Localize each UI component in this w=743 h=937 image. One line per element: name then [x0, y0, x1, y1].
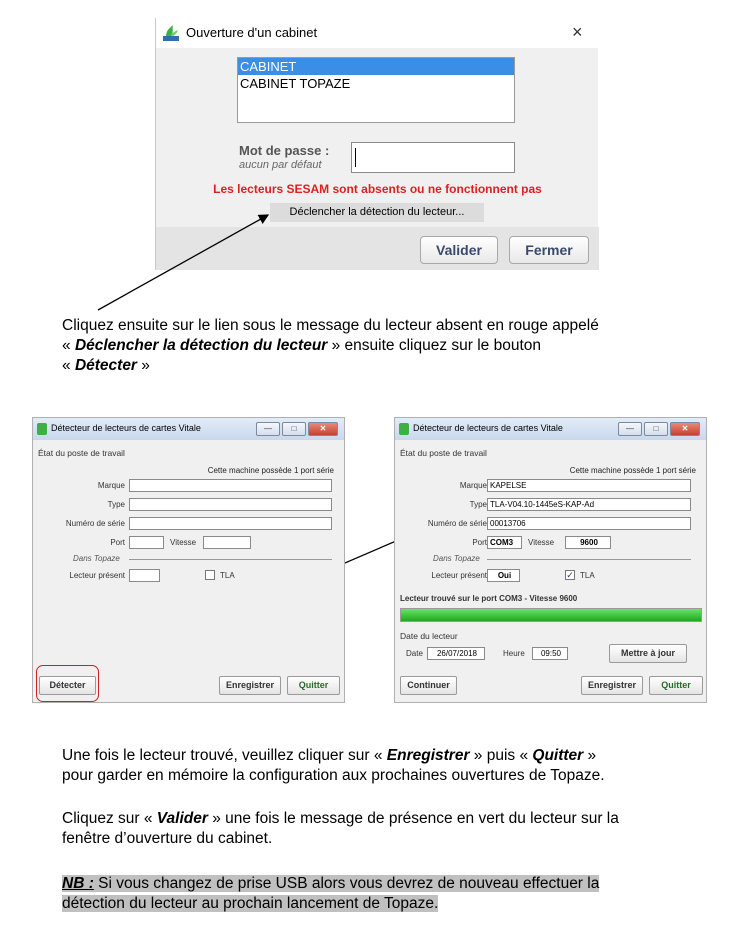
text-line: fenêtre d’ouverture du cabinet. [62, 830, 273, 847]
reader-found-message: Lecteur trouvé sur le port COM3 - Vitesse 9600 [400, 594, 578, 603]
brand-label: Marque [459, 481, 487, 490]
text-line: Une fois le lecteur trouvé, veuillez cliquer sur « Enregistrer » puis « Quitter » [62, 747, 597, 764]
serial-port-note: Cette machine possède 1 port série [569, 466, 696, 475]
close-icon[interactable]: ✕ [308, 422, 338, 436]
divider [487, 559, 691, 560]
window-title: Détecteur de lecteurs de cartes Vitale [51, 423, 201, 433]
window-titlebar [395, 418, 706, 440]
quit-button[interactable]: Quitter [287, 676, 340, 695]
serial-label: Numéro de série [427, 519, 487, 528]
progress-fill [401, 609, 701, 621]
update-button[interactable]: Mettre à jour [609, 644, 687, 663]
maximize-icon[interactable]: □ [282, 422, 306, 436]
in-topaze-label: Dans Topaze [433, 554, 480, 563]
nb-paragraph [62, 874, 599, 914]
type-label: Type [107, 500, 125, 509]
port-field[interactable] [129, 536, 164, 549]
text-line: pour garder en mémoire la configuration aux prochaines ouvertures de Topaze. [62, 767, 605, 784]
window-titlebar [33, 418, 344, 440]
maximize-icon[interactable]: □ [644, 422, 668, 436]
serial-field[interactable]: 00013706 [487, 517, 691, 530]
speed-label: Vitesse [528, 538, 555, 547]
quit-button[interactable]: Quitter [649, 676, 703, 695]
reader-present-label: Lecteur présent [69, 571, 125, 580]
section-title: État du poste de travail [38, 448, 125, 458]
tla-checkbox[interactable] [205, 570, 215, 580]
reader-present-field: Oui [487, 569, 520, 582]
section-title: État du poste de travail [400, 448, 487, 458]
detect-button[interactable]: Détecter [39, 676, 96, 695]
text-line: « Détecter » [62, 357, 150, 374]
time-label: Heure [503, 649, 525, 658]
app-icon [37, 423, 47, 435]
minimize-icon[interactable]: — [256, 422, 280, 436]
speed-field[interactable] [203, 536, 251, 549]
reader-date-section: Date du lecteur [400, 631, 458, 641]
time-field[interactable]: 09:50 [532, 647, 568, 660]
tla-checkbox[interactable]: ✓ [566, 570, 574, 580]
detector-window-found [394, 417, 707, 703]
serial-label: Numéro de série [65, 519, 125, 528]
password-hint: aucun par défaut [239, 159, 322, 171]
date-field[interactable]: 26/07/2018 [427, 647, 485, 660]
tla-label: TLA [220, 571, 235, 580]
brand-field[interactable]: KAPELSE [487, 479, 691, 492]
speed-label: Vitesse [170, 538, 197, 547]
text-line: détection du lecteur au prochain lancement de Topaze. [62, 895, 439, 912]
window-title: Détecteur de lecteurs de cartes Vitale [413, 423, 563, 433]
list-item[interactable]: CABINET TOPAZE [240, 76, 351, 91]
reader-present-label: Lecteur présent [431, 571, 487, 580]
divider [129, 559, 332, 560]
close-icon[interactable]: × [572, 22, 583, 42]
detect-reader-link[interactable]: Déclencher la détection du lecteur... [270, 203, 484, 222]
reader-absent-warning: Les lecteurs SESAM sont absents ou ne fonctionnent pas [213, 182, 542, 196]
detection-progress-bar [400, 608, 702, 622]
text-line: Cliquez sur « Valider » une fois le message de présence en vert du lecteur sur la [62, 810, 619, 827]
instruction-paragraph-3 [62, 809, 619, 849]
tla-label: TLA [580, 571, 595, 580]
instruction-paragraph-1 [62, 316, 599, 376]
close-icon[interactable]: ✕ [670, 422, 700, 436]
port-field[interactable]: COM3 [487, 536, 522, 549]
text-line: NB : Si vous changez de prise USB alors vous devrez de nouveau effectuer la [62, 875, 600, 892]
reader-present-field [129, 569, 160, 582]
brand-field[interactable] [129, 479, 332, 492]
instruction-paragraph-2 [62, 746, 605, 786]
text-line: « Déclencher la détection du lecteur » ensuite cliquez sur le bouton [62, 337, 542, 354]
type-label: Type [469, 500, 487, 509]
text-line: Cliquez ensuite sur le lien sous le message du lecteur absent en rouge appelé [62, 317, 599, 334]
speed-field[interactable]: 9600 [565, 536, 611, 549]
port-label: Port [472, 538, 487, 547]
type-field[interactable]: TLA-V04.10-1445eS-KAP-Ad [487, 498, 691, 511]
app-icon [399, 423, 409, 435]
dialog-title: Ouverture d'un cabinet [186, 25, 318, 40]
detect-button-highlight [36, 665, 99, 702]
continue-button[interactable]: Continuer [400, 676, 457, 695]
nb-label: NB : [62, 875, 94, 892]
password-label: Mot de passe : [239, 143, 330, 158]
date-label: Date [406, 649, 423, 658]
in-topaze-label: Dans Topaze [73, 554, 120, 563]
save-button[interactable]: Enregistrer [219, 676, 281, 695]
validate-button[interactable]: Valider [420, 236, 498, 264]
minimize-icon[interactable]: — [618, 422, 642, 436]
save-button[interactable]: Enregistrer [581, 676, 643, 695]
port-label: Port [110, 538, 125, 547]
close-button[interactable]: Fermer [509, 236, 589, 264]
type-field[interactable] [129, 498, 332, 511]
list-item[interactable]: CABINET [238, 58, 514, 75]
serial-field[interactable] [129, 517, 332, 530]
brand-label: Marque [97, 481, 125, 490]
serial-port-note: Cette machine possède 1 port série [207, 466, 334, 475]
detector-window-empty [32, 417, 345, 703]
